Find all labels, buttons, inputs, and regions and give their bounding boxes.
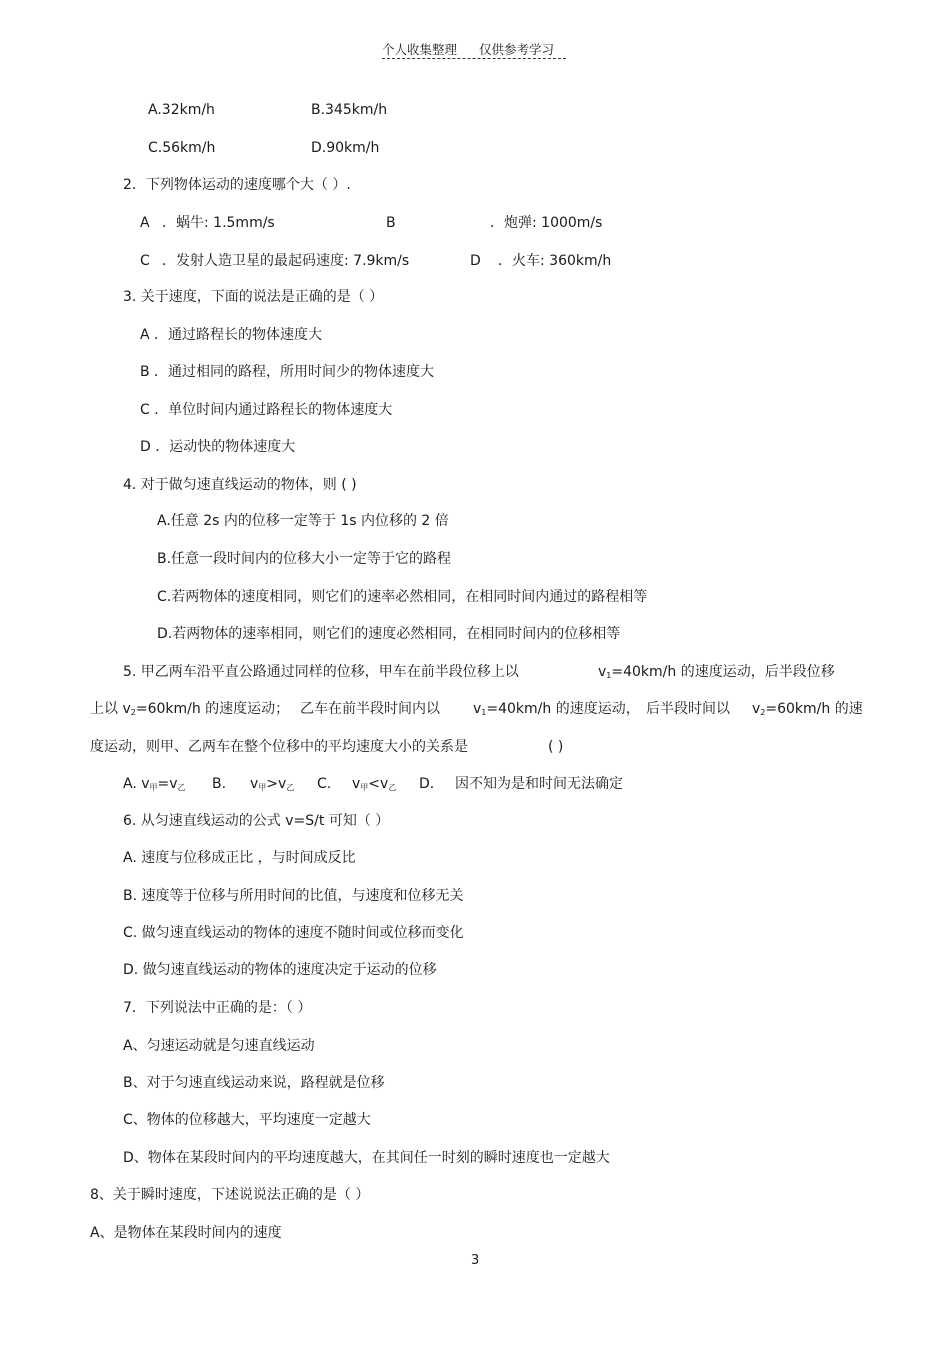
q5-line2-v1-symbol: v: [473, 701, 482, 717]
q7-option-c: C、物体的位移越大，平均速度一定越大: [123, 1112, 371, 1128]
q3-stem: 3. 关于速度，下面的说法是正确的是（ ）: [123, 289, 384, 305]
q5-line2-v2-subscript: 2: [760, 708, 766, 717]
header-left: 个人收集整理: [382, 42, 458, 57]
q5-option-c-sub2: 乙: [388, 783, 397, 792]
q3-option-a: A ．通过路程长的物体速度大: [140, 327, 323, 343]
q5-line2-v1-subscript: 1: [481, 708, 487, 717]
q4-option-c: C.若两物体的速度相同，则它们的速率必然相同，在相同时间内通过的路程相等: [157, 589, 648, 605]
q1-option-a: A.32km/h: [148, 102, 215, 118]
q5-line2-velocity1: [473, 700, 640, 722]
q7-option-b: B、对于匀速直线运动来说，路程就是位移: [123, 1075, 385, 1091]
q5-option-b-v: v: [250, 776, 259, 792]
q6-option-a: A. 速度与位移成正比 ，与时间成反比: [123, 850, 356, 866]
q5-v2-subscript: 2: [130, 708, 136, 717]
q5-line2-b: =60km/h 的速度运动；: [135, 701, 290, 717]
page-header: [382, 40, 566, 60]
q5-option-a-sub1: 甲: [149, 783, 158, 792]
q5-line2-h: =60km/h 的速: [765, 701, 863, 717]
q8-option-a: A、是物体在某段时间内的速度: [90, 1225, 282, 1241]
q3-option-c: C ．单位时间内通过路程长的物体速度大: [140, 402, 393, 418]
q2-option-d-text: ．火车: 360km/h: [498, 253, 612, 269]
q4-option-b: B.任意一段时间内的位移大小一定等于它的路程: [157, 551, 452, 567]
q2-stem: 2．下列物体运动的速度哪个大（ ）.: [123, 177, 351, 193]
header-dashed-rule: [382, 58, 566, 59]
q3-option-d: D ．运动快的物体速度大: [140, 439, 296, 455]
q6-option-d: D. 做匀速直线运动的物体的速度决定于运动的位移: [123, 962, 437, 978]
q4-stem: 4. 对于做匀速直线运动的物体，则 ( ): [123, 477, 357, 493]
q6-option-c: C. 做匀速直线运动的物体的速度不随时间或位移而变化: [123, 925, 464, 941]
q5-option-c-label: C.: [317, 776, 332, 792]
q5-v1-subscript: 1: [606, 671, 612, 680]
q5-line3-a: 度运动，则甲、乙两车在整个位移中的平均速度大小的关系是: [90, 739, 468, 755]
q2-option-a-text: ．蜗牛: 1.5mm/s: [162, 215, 275, 231]
q2-option-c-label: C: [140, 253, 150, 269]
q2-option-b-text: ．炮弹: 1000m/s: [490, 215, 603, 231]
q5-option-c-v: v: [352, 776, 361, 792]
q2-option-a-label: A: [140, 215, 150, 231]
page-number: 3: [471, 1253, 480, 1268]
q5-line1-c: =40km/h 的速度运动，后半段位移: [611, 664, 835, 680]
q5-line2-velocity2: [752, 700, 863, 722]
q3-option-b: B ．通过相同的路程，所用时间少的物体速度大: [140, 364, 435, 380]
q5-option-b-sub2: 乙: [286, 783, 295, 792]
q6-option-b: B. 速度等于位移与所用时间的比值，与速度和位移无关: [123, 888, 464, 904]
q5-option-a: [123, 775, 186, 797]
q5-option-a-sub2: 乙: [177, 783, 186, 792]
q5-option-b-label: B.: [212, 776, 227, 792]
q1-option-c: C.56km/h: [148, 140, 216, 156]
q1-option-d: D.90km/h: [311, 140, 380, 156]
q5-v1-symbol: v: [598, 664, 607, 680]
q8-stem: 8、关于瞬时速度，下述说说法正确的是（ ）: [90, 1187, 370, 1203]
q5-line2-a-text: 上以 v: [90, 701, 131, 717]
q5-option-a-v: A. v: [123, 776, 150, 792]
q5-option-b: [250, 775, 294, 797]
q2-option-c-text: ．发射人造卫星的最起码速度: 7.9km/s: [162, 253, 410, 269]
q5-line2-e: =40km/h 的速度运动，: [486, 701, 640, 717]
q5-option-d-label: D.: [419, 776, 435, 792]
q5-option-b-sub1: 甲: [258, 783, 267, 792]
q5-line3-b: ( ): [548, 739, 564, 755]
q5-line2-f: 后半段时间以: [646, 701, 730, 717]
q4-option-d: D.若两物体的速率相同，则它们的速度必然相同，在相同时间内的位移相等: [157, 626, 621, 642]
q5-line1-a: 5. 甲乙两车沿平直公路通过同样的位移，甲车在前半段位移上以: [123, 664, 519, 680]
q1-option-b: B.345km/h: [311, 102, 388, 118]
q2-option-d-label: D: [470, 253, 481, 269]
q6-stem: 6. 从匀速直线运动的公式 v=S/t 可知（ ）: [123, 813, 390, 829]
q5-option-c: [352, 775, 396, 797]
q5-option-c-mid: <v: [368, 776, 389, 792]
q7-option-d: D、物体在某段时间内的平均速度越大，在其间任一时刻的瞬时速度也一定越大: [123, 1150, 610, 1166]
q5-line2-a: [90, 700, 289, 722]
q5-line2-c: 乙车在前半段时间内以: [300, 701, 440, 717]
q2-option-b-label: B: [386, 215, 396, 231]
q5-option-c-sub1: 甲: [360, 783, 369, 792]
header-text: [382, 40, 554, 58]
q5-option-b-mid: >v: [266, 776, 287, 792]
q7-stem: 7．下列说法中正确的是：（ ）: [123, 1000, 312, 1016]
q5-line2-v2-symbol: v: [752, 701, 761, 717]
q5-line1-velocity: [598, 663, 835, 685]
header-right: 仅供参考学习: [479, 42, 555, 57]
q5-option-a-mid: =v: [157, 776, 178, 792]
q7-option-a: A、匀速运动就是匀速直线运动: [123, 1038, 315, 1054]
q5-option-d-text: 因不知为是和时间无法确定: [455, 776, 623, 792]
q4-option-a: A.任意 2s 内的位移一定等于 1s 内位移的 2 倍: [157, 513, 449, 529]
